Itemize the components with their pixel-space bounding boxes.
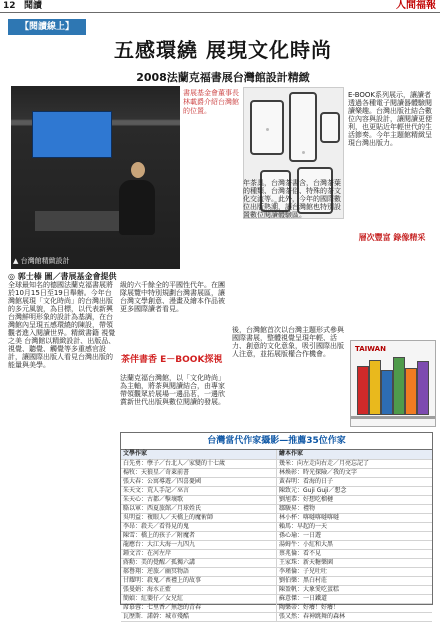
article-subheadline: 2008法蘭克福書展台灣館設計精緻 [136, 71, 310, 84]
article-column-d: E-BOOK系列展示，讓讀者透過各種電子閱讀器體驗閱讀樂趣。台灣出版社結合數位內容與設計，讓閱讀更便利，也更貼近年輕世代的生活節奏。今年主題館精緻呈現台灣出版力。 [348, 91, 432, 147]
table-cell: 瓦歷斯．諾幹：城市殘酷 [121, 613, 277, 621]
table-cell: 李昂：殺夫／看得見的鬼 [121, 523, 277, 531]
table-cell: 陳盈帆：大象愛吃蛋糕 [279, 586, 340, 593]
newspaper-name: 人間福報 [396, 0, 436, 11]
table-cell: 湯姆牛：小紅和大黑 [279, 541, 334, 548]
book-spine [405, 368, 417, 415]
photo-caption: 書展基金會董事長林載爵介紹台灣館的位置。 [183, 89, 239, 115]
book-spine [357, 366, 369, 415]
table-row [121, 487, 432, 496]
table-row [121, 478, 432, 487]
table-cell: 鍾文音：在河左岸 [121, 550, 277, 558]
projector-screen [32, 111, 112, 158]
article-column-a: 全球最知名的德國法蘭克福書展將於10月15日至19日舉辦。今年台灣館展現「文化時尚」的台灣出版的多元風貌，為目標，以代表新興台灣鮮明形象的設計為基調，在台灣館內呈現五感環繞的陳設，帶領觀者進入閱讀世界。精緻書籍 視覺之美 台灣館以精緻設計、出版品、視覺、聽覺、觸覺等多重感官設計，讓國際出版人看見台灣出版的能量與美學。 [8, 281, 116, 369]
table-cell: 林小杯：喀噠喀噠喀噠 [279, 514, 340, 521]
masthead [0, 0, 440, 13]
article-column-c2: 後，台灣館首次以台灣主題形式參與國際書展，整體視覺呈現年輕、活力、創意的文化意象，吸引國際出版人注意，並拓展版權合作機會。 [232, 326, 344, 358]
bookshelf-photo [350, 340, 436, 427]
table-cell: 孫心瑜：一日遊 [279, 532, 322, 539]
author-credit: ◎ 郭士榛 圖／書展基金會提供 [8, 272, 117, 281]
table-row [121, 613, 432, 622]
book-spine [369, 360, 381, 415]
table-cell: 劉伯樂：黑白村莊 [279, 577, 328, 584]
table-row [121, 496, 432, 505]
bookshelf-label: TAIWAN [355, 345, 386, 353]
table-row [121, 469, 432, 478]
table-cell: 張大春：公寓導遊／四喜憂國 [121, 478, 277, 486]
author-table [120, 432, 433, 620]
book-spine [393, 357, 405, 415]
table-header-cell: 繪本作家 [279, 450, 304, 457]
table-row [121, 586, 432, 595]
table-cell: 劉旭恭：好想吃榴槤 [279, 496, 334, 503]
article-headline: 五感環繞 展現文化時尚 [114, 38, 332, 62]
table-row [121, 559, 432, 568]
table-row [121, 604, 432, 613]
table-row [121, 595, 432, 604]
table-cell: 王家珠：新天糖樂園 [279, 559, 334, 566]
table-cell: 吳明益：複眼人／天橋上的魔術師 [121, 514, 277, 522]
table-cell: 陳致元：Guji Guji／想念 [279, 487, 347, 494]
table-row [121, 577, 432, 586]
presentation-photo [11, 86, 180, 269]
table-row [121, 568, 432, 577]
table-cell: 黃春明：看海的日子 [279, 478, 334, 485]
table-cell: 張曼娟：海水正藍 [121, 586, 277, 594]
table-cell: 蔡兆倫：看不見 [279, 550, 322, 557]
table-row [121, 523, 432, 532]
table-cell: 席慕蓉：七里香／無怨的青春 [121, 604, 277, 612]
photo-overlay-text: ▲ 台灣館精緻設計 [13, 257, 70, 265]
table-cell: 賴馬：早起的一天 [279, 523, 328, 530]
subsection-heading: 茶伴書香 E－BOOK探視 [121, 355, 223, 365]
speaker-body [119, 180, 155, 235]
article-column-c: 年茶具，台灣茶書含，台灣茶葉的種類、台灣茶俗、特殊的茶文化交流等。此外，今年的國際數位出版熱潮，讓台灣館也特別設置數位閱讀體驗區。 [243, 179, 341, 219]
article-rubric: 【閱讀線上】 [8, 19, 86, 35]
table-row [121, 505, 432, 514]
bookshelf-base [351, 416, 435, 419]
table-cell: 幾米：向左走向右走／月亮忘記了 [279, 460, 370, 467]
table-row [121, 541, 432, 550]
table-row [121, 550, 432, 559]
table-cell: 簡媜：紅嬰仔／女兒紅 [121, 595, 277, 603]
table-row [121, 460, 432, 469]
table-row [121, 514, 432, 523]
device-button [266, 128, 269, 131]
table-header-cell: 文學作家 [121, 450, 277, 459]
table-cell: 鄒駿昇：禮物 [279, 505, 316, 512]
table-cell: 白先勇：孽子／台北人／家變的十七歲 [121, 460, 277, 468]
table-cell: 陶樂蒂：好癢！好癢！ [279, 604, 340, 611]
table-cell: 楊牧：天狼星／奇萊前書 [121, 469, 277, 477]
table-cell: 龍應台：大江大海一九四九 [121, 541, 277, 549]
table-cell: 甘耀明：殺鬼／喪禮上的故事 [121, 577, 277, 585]
table-row [121, 532, 432, 541]
table-cell: 朱天心：古都／擊壤歌 [121, 496, 277, 504]
table-cell: 蘇意傑：一日鐵道 [279, 595, 328, 602]
page-number: 12 [3, 1, 16, 11]
table-cell: 蔣勳：美的覺醒／孤獨六講 [121, 559, 277, 567]
article-column-b: 級的六千餘全的平國性代年。在團隊展覽中特別規劃台灣書展區，讓台灣文學創意、漫畫及繪本作品被更多國際讀者看見。 [120, 281, 225, 313]
table-header-row [121, 450, 432, 460]
e-reader-device [320, 112, 340, 143]
table-cell: 駱以軍：西夏旅館／月球姓氏 [121, 505, 277, 513]
table-cell: 陳雪：橋上的孩子／附魔者 [121, 532, 277, 540]
table-cell: 林煥彰：時光探險／我的文字 [279, 469, 358, 476]
book-spine [381, 370, 393, 415]
book-spine [417, 361, 429, 415]
table-cell: 郝譽翔：逆旅／幽冥物語 [121, 568, 277, 576]
table-cell: 張又然：春神跳舞的森林 [279, 613, 346, 620]
side-subheading: 層次豐富 錄像精采 [358, 233, 426, 242]
table-cell: 李瑾倫：子兒吐吐 [279, 568, 328, 575]
speaker-head [131, 162, 145, 178]
article-column-b2: 法蘭克福台灣館，以「文化時尚」為主軸，將茶與閱讀結合，由專家帶領觀眾於展場一邊品茗，一邊欣賞新世代出版與數位閱讀的發展。 [120, 374, 225, 406]
table-cell: 朱天文：荒人手記／巫言 [121, 487, 277, 495]
section-name: 聞讀 [24, 1, 43, 11]
table-title: 台灣當代作家攝影—推薦35位作家 [121, 433, 432, 450]
device-button [302, 151, 305, 154]
